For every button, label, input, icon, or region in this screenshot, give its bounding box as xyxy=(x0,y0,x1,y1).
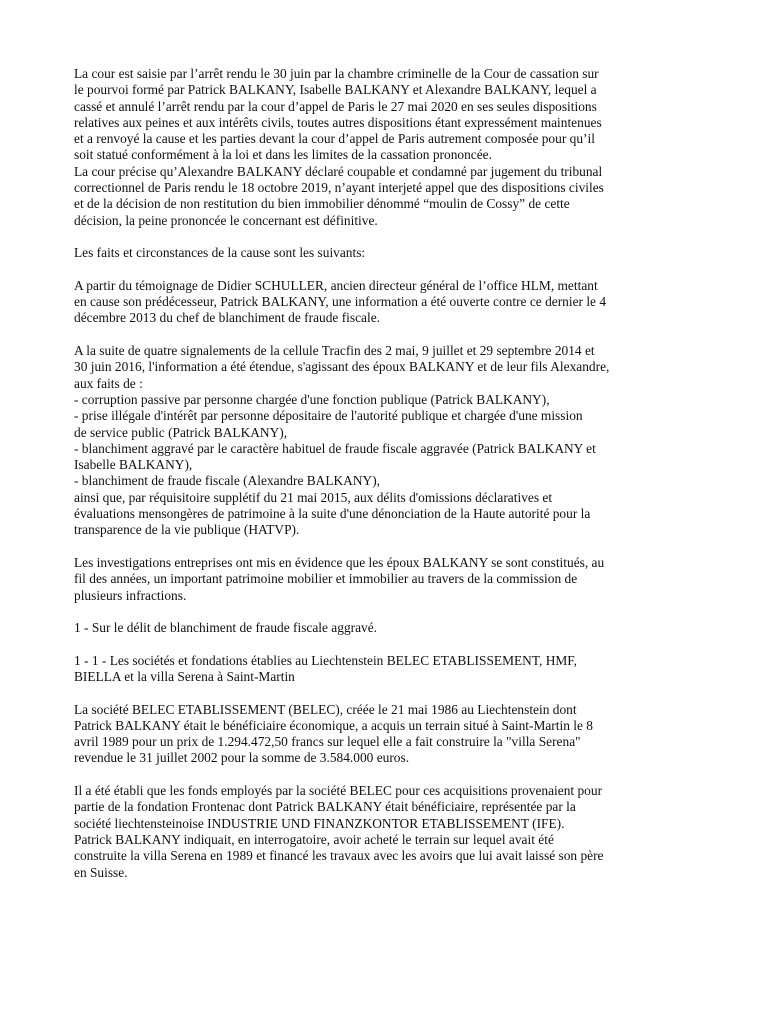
document-page xyxy=(74,66,698,881)
paragraph-spacer xyxy=(74,604,698,620)
paragraph-spacer xyxy=(74,262,698,278)
paragraph-spacer xyxy=(74,539,698,555)
paragraph-belec-etablissement: La société BELEC ETABLISSEMENT (BELEC), créée le 21 mai 1986 au Liechtenstein dont Patrick BALKANY était le bénéficiaire économique, a acquis un terrain situé à Saint-Martin le 8 avril 1989 pour un prix de 1.294.472,50 francs sur lequel elle a fait construire la "villa Serena" revendue le 31 juillet 2002 pour la somme de 3.584.000 euros. xyxy=(74,701,593,766)
paragraph-spacer xyxy=(74,229,698,245)
paragraph-signalements-tracfin: A la suite de quatre signalements de la cellule Tracfin des 2 mai, 9 juillet et 29 septembre 2014 et 30 juin 2016, l'information a été étendue, s'agissant des époux BALKANY et de leur fils Alexandre, aux faits de : - corruption passive par personne chargée d'une fonction publique (Patrick BALKANY), - prise illégale d'intérêt par personne dépositaire de l'autorité publique et chargée d'une mission de service public (Patrick BALKANY), - blanchiment aggravé par le caractère habituel de fraude fiscale aggravée (Patrick BALKANY et Isabelle BALKANY), - blanchiment de fraude fiscale (Alexandre BALKANY), ainsi que, par réquisitoire supplétif du 21 mai 2015, aux délits d'omissions déclaratives et évaluations mensongères de patrimoine à la suite d'une dénonciation de la Haute autorité pour la transparence de la vie publique (HATVP). xyxy=(74,343,610,538)
paragraph-spacer xyxy=(74,685,698,701)
paragraph-cour-saisie: La cour est saisie par l’arrêt rendu le 30 juin par la chambre criminelle de la Cour de cassation sur le pourvoi formé par Patrick BALKANY, Isabelle BALKANY et Alexandre BALKANY, lequel a cassé et annulé l’arrêt rendu par la cour d’appel de Paris le 27 mai 2020 en ses seules dispositions relatives aux peines et aux intérêts civils, toutes autres dispositions étant expressément maintenues et a renvoyé la cause et les parties devant la cour d’appel de Paris autrement composée pour qu’il soit statué conformément à la loi et dans les limites de la cassation prononcée. La cour précise qu’Alexandre BALKANY déclaré coupable et condamné par jugement du tribunal correctionnel de Paris rendu le 18 octobre 2019, n’ayant interjeté appel que des dispositions civiles et de la décision de non restitution du bien immobilier dénommé “moulin de Cossy” de cette décision, la peine prononcée le concernant est définitive. xyxy=(74,66,604,228)
section-heading-blanchiment: 1 - Sur le délit de blanchiment de fraude fiscale aggravé. xyxy=(74,620,378,636)
paragraph-spacer xyxy=(74,636,698,652)
paragraph-faits-intro: Les faits et circonstances de la cause sont les suivants: xyxy=(74,245,366,261)
subsection-heading-liechtenstein: 1 - 1 - Les sociétés et fondations établies au Liechtenstein BELEC ETABLISSEMENT, HMF, BIELLA et la villa Serena à Saint-Martin xyxy=(74,652,578,684)
paragraph-temoignage-schuller: A partir du témoignage de Didier SCHULLER, ancien directeur général de l’office HLM, mettant en cause son prédécesseur, Patrick BALKANY, une information a été ouverte contre ce dernier le 4 décembre 2013 du chef de blanchiment de fraude fiscale. xyxy=(74,277,607,326)
paragraph-spacer xyxy=(74,327,698,343)
paragraph-fonds-belec: Il a été établi que les fonds employés par la société BELEC pour ces acquisitions provenaient pour partie de la fondation Frontenac dont Patrick BALKANY était bénéficiaire, représentée par la société liechtensteinoise INDUSTRIE UND FINANZKONTOR ETABLISSEMENT (IFE). Patrick BALKANY indiquait, en interrogatoire, avoir acheté le terrain sur lequel avait été construite la villa Serena en 1989 et financé les travaux avec les avoirs que lui avait laissé son père en Suisse. xyxy=(74,783,604,880)
paragraph-investigations: Les investigations entreprises ont mis en évidence que les époux BALKANY se sont constitués, au fil des années, un important patrimoine mobilier et immobilier au travers de la commission de plusieurs infractions. xyxy=(74,554,605,603)
paragraph-spacer xyxy=(74,767,698,783)
